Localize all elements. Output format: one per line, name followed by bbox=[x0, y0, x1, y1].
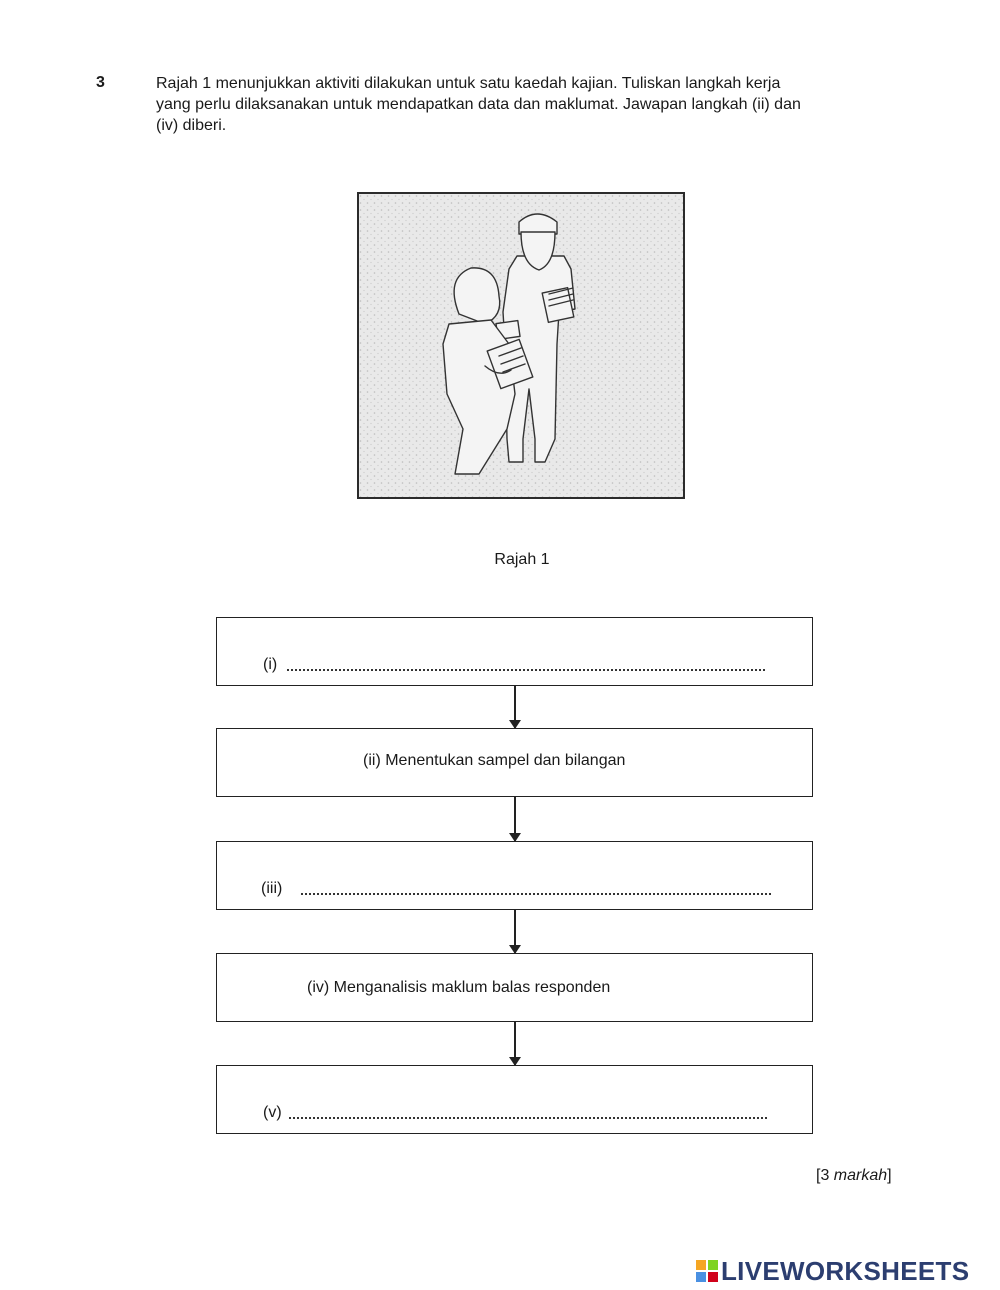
marks-close: ] bbox=[887, 1167, 892, 1184]
figure-caption: Rajah 1 bbox=[494, 551, 550, 568]
question-line: Rajah 1 menunjukkan aktiviti dilakukan untuk satu kaedah kajian. Tuliskan langkah kerja bbox=[156, 75, 781, 92]
flow-arrow bbox=[514, 1022, 516, 1065]
step-text: (iv) Menganalisis maklum balas responden bbox=[307, 979, 611, 996]
step-label: (i) bbox=[263, 656, 278, 673]
flow-arrow bbox=[514, 686, 516, 728]
flow-step-2 bbox=[216, 728, 813, 797]
step-label: (iii) bbox=[261, 880, 283, 897]
flow-arrow bbox=[514, 910, 516, 953]
answer-blank-5[interactable] bbox=[289, 1117, 767, 1119]
liveworksheets-logo bbox=[696, 1256, 969, 1286]
marks-word: markah bbox=[833, 1167, 888, 1184]
flow-step-5 bbox=[216, 1065, 813, 1134]
flow-step-4 bbox=[216, 953, 813, 1022]
survey-illustration bbox=[359, 194, 683, 497]
flow-step-1 bbox=[216, 617, 813, 686]
flow-arrow bbox=[514, 797, 516, 841]
question-text bbox=[156, 73, 916, 136]
logo-text: LIVEWORKSHEETS bbox=[721, 1255, 970, 1286]
question-number: 3 bbox=[96, 74, 105, 91]
question-line: (iv) diberi. bbox=[156, 117, 227, 134]
marks-open: [3 bbox=[816, 1167, 834, 1184]
flow-step-3 bbox=[216, 841, 813, 910]
figure-illustration bbox=[357, 192, 685, 499]
marks-label bbox=[816, 1167, 892, 1185]
answer-blank-1[interactable] bbox=[287, 669, 765, 671]
step-text: (ii) Menentukan sampel dan bilangan bbox=[363, 752, 626, 769]
logo-blocks-icon bbox=[696, 1260, 718, 1282]
step-label: (v) bbox=[263, 1104, 282, 1121]
answer-blank-3[interactable] bbox=[301, 893, 771, 895]
question-line: yang perlu dilaksanakan untuk mendapatkan data dan maklumat. Jawapan langkah (ii) dan bbox=[156, 96, 801, 113]
